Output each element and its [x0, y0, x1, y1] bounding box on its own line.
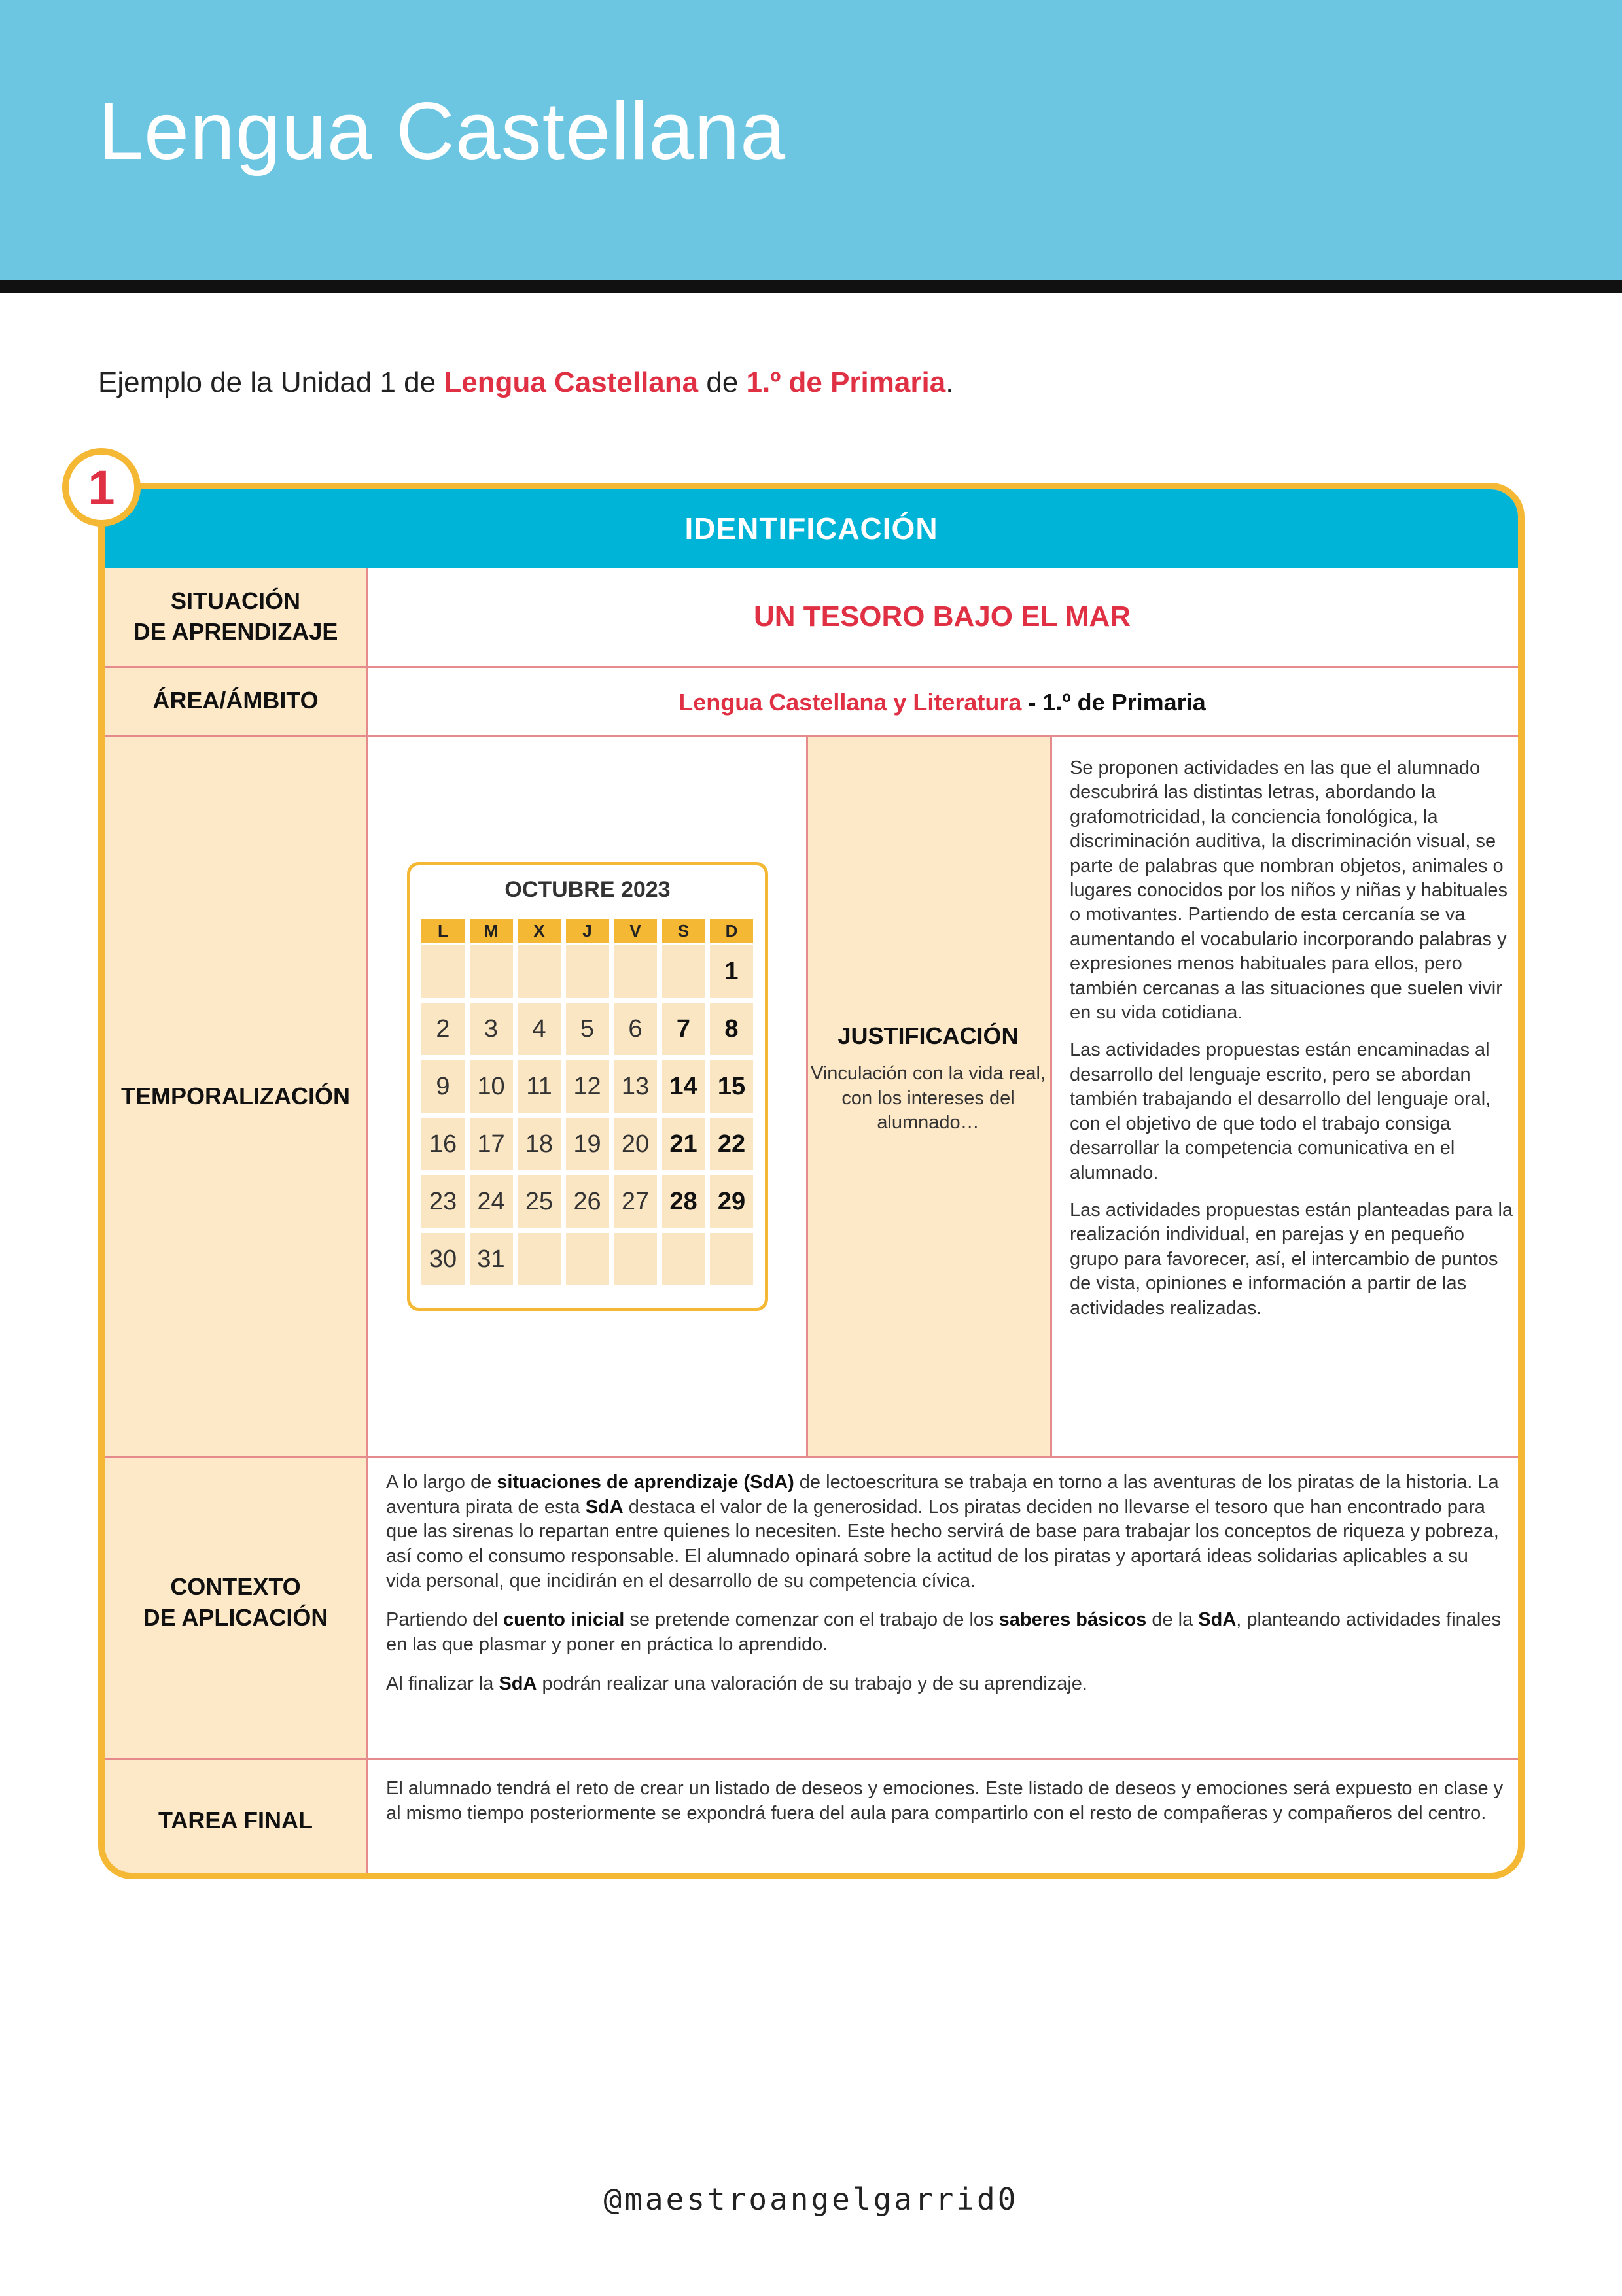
- text-run: se pretende comenzar con el trabajo de los: [624, 1609, 999, 1631]
- text-run: Al finalizar la: [386, 1673, 499, 1694]
- calendar-day: 3: [470, 1003, 513, 1055]
- text-run: de la: [1146, 1609, 1199, 1631]
- situacion-label-line-1: SITUACIÓN: [171, 587, 300, 614]
- calendar-day: 6: [614, 1003, 657, 1055]
- tarea-final-text: El alumnado tendrá el reto de crear un listado de deseos y emociones. Este listado de deseos y emociones será expuesto en clase y al mismo tiempo posteriormente se expondrá fuera del aula para compartirlo con el resto de compañeras y compañeros del centro.: [386, 1778, 1504, 1824]
- calendar-day: [614, 945, 657, 998]
- calendar-weekday: S: [662, 919, 705, 943]
- calendar-day: 5: [566, 1003, 609, 1055]
- text-run: de lectoescritura se trabaja en torno a las aventuras de los piratas de la historia. La aventura pirata de esta: [386, 1472, 1499, 1518]
- page-title: Lengua Castellana: [98, 86, 786, 177]
- calendar-day: [518, 1233, 561, 1285]
- identification-card: [98, 483, 1525, 1879]
- text-run-bold: situaciones de aprendizaje (SdA): [497, 1472, 794, 1493]
- row-divider: [105, 666, 1518, 668]
- calendar: [407, 862, 768, 1311]
- text-run: podrán realizar una valoración de su trabajo y de su aprendizaje.: [537, 1673, 1087, 1694]
- calendar-weekday: D: [710, 919, 753, 943]
- unit-number-badge: 1: [62, 448, 141, 527]
- area-grade: 1.º de Primaria: [1042, 689, 1206, 716]
- calendar-day: 30: [421, 1233, 465, 1285]
- calendar-weekday: V: [614, 919, 657, 943]
- calendar-day: 28: [662, 1175, 705, 1228]
- calendar-weekday: L: [421, 919, 465, 943]
- tarea-final-label: TAREA FINAL: [158, 1807, 313, 1834]
- text-run-bold: saberes básicos: [998, 1609, 1147, 1631]
- intro-middle: de: [698, 366, 747, 398]
- calendar-day: [566, 1233, 609, 1285]
- calendar-weekday: J: [566, 919, 609, 943]
- temporalizacion-label: TEMPORALIZACIÓN: [121, 1083, 350, 1109]
- calendar-weekday: M: [470, 919, 513, 943]
- calendar-day: 29: [710, 1175, 753, 1228]
- calendar-day: 27: [614, 1175, 657, 1228]
- calendar-day: 20: [614, 1118, 657, 1170]
- text-run: Partiendo del: [386, 1609, 503, 1631]
- area-subject: Lengua Castellana y Literatura: [679, 689, 1022, 716]
- intro-subject: Lengua Castellana: [444, 366, 699, 398]
- calendar-day: 22: [710, 1118, 753, 1170]
- situacion-label-line-2: DE APRENDIZAJE: [133, 617, 338, 645]
- contexto-label-line-1: CONTEXTO: [170, 1573, 301, 1600]
- calendar-day: 16: [421, 1118, 465, 1170]
- calendar-day: 4: [518, 1003, 561, 1055]
- calendar-day: 23: [421, 1175, 465, 1228]
- label-column: [105, 568, 366, 1873]
- intro-prefix: Ejemplo de la Unidad 1 de: [98, 366, 444, 398]
- calendar-day: [710, 1233, 753, 1285]
- column-divider: [366, 568, 368, 1873]
- text-run-bold: SdA: [585, 1496, 624, 1518]
- calendar-day: 7: [662, 1003, 705, 1055]
- text-run: destaca el valor de la generosidad. Los piratas deciden no llevarse el tesoro que han encontrado para que las sirenas lo repartan entre quienes lo necesiten. Este hecho servirá de base para trabajar los conceptos de riqueza y pobreza, así como el consumo responsable. El alumnado opinará sobre la actitud de los piratas y aportará ideas solidarias aplicables a su vida personal, que incidirán en el desarrollo de su competencia cívica.: [386, 1496, 1499, 1592]
- justificacion-paragraph: Las actividades propuestas están encaminadas al desarrollo del lenguaje escrito, pero se abordan también trabajando el desarrollo del lenguaje oral, con el objetivo de que todo el trabajo consiga desarrollar la competencia comunicativa en el alumnado.: [1070, 1039, 1491, 1183]
- row-divider: [105, 735, 1518, 737]
- justificacion-subtitle: Vinculación con la vida real, con los intereses del alumnado…: [811, 1063, 1046, 1134]
- area-separator: -: [1021, 689, 1043, 716]
- contexto-paragraph-3: [386, 1672, 1505, 1697]
- calendar-day: [614, 1233, 657, 1285]
- row-divider: [105, 1758, 1518, 1760]
- area-label: ÁREA/ÁMBITO: [152, 687, 319, 714]
- intro-suffix: .: [945, 366, 954, 398]
- calendar-day: [470, 945, 513, 998]
- calendar-day: 12: [566, 1060, 609, 1113]
- calendar-title: OCTUBRE 2023: [504, 877, 671, 902]
- calendar-day: 26: [566, 1175, 609, 1228]
- calendar-day: 25: [518, 1175, 561, 1228]
- calendar-day: 2: [421, 1003, 465, 1055]
- calendar-day: 18: [518, 1118, 561, 1170]
- calendar-day: 15: [710, 1060, 753, 1113]
- intro-text: [98, 366, 953, 399]
- calendar-day: 31: [470, 1233, 513, 1285]
- calendar-day: 21: [662, 1118, 705, 1170]
- header-rule: [0, 280, 1622, 293]
- justificacion-paragraph: Las actividades propuestas están planteadas para la realización individual, en parejas y en pequeño grupo para favorecer, así, el intercambio de puntos de vista, opiniones e información a partir de las actividades realizadas.: [1070, 1199, 1513, 1319]
- calendar-day: 9: [421, 1060, 465, 1113]
- calendar-day: 24: [470, 1175, 513, 1228]
- text-run-bold: SdA: [1198, 1609, 1237, 1631]
- justificacion-text: [1070, 756, 1515, 1334]
- calendar-day: 8: [710, 1003, 753, 1055]
- calendar-day: [662, 1233, 705, 1285]
- justificacion-title: JUSTIFICACIÓN: [837, 1022, 1019, 1049]
- calendar-day: 1: [710, 945, 753, 998]
- situacion-label: [105, 586, 366, 648]
- area-value: [366, 689, 1518, 716]
- contexto-paragraph-1: [386, 1470, 1505, 1593]
- calendar-day: 14: [662, 1060, 705, 1113]
- situacion-value: UN TESORO BAJO EL MAR: [753, 600, 1131, 633]
- calendar-day: 17: [470, 1118, 513, 1170]
- calendar-day: 19: [566, 1118, 609, 1170]
- calendar-day: 10: [470, 1060, 513, 1113]
- calendar-day: [566, 945, 609, 998]
- contexto-label: [105, 1572, 366, 1633]
- intro-grade: 1.º de Primaria: [746, 366, 946, 398]
- calendar-day: 13: [614, 1060, 657, 1113]
- calendar-day: [421, 945, 465, 998]
- contexto-label-line-2: DE APLICACIÓN: [143, 1603, 328, 1631]
- row-divider: [105, 1456, 1518, 1458]
- calendar-day: 11: [518, 1060, 561, 1113]
- text-run-bold: SdA: [499, 1673, 537, 1694]
- text-run-bold: cuento inicial: [502, 1609, 625, 1631]
- text-run: A lo largo de: [386, 1472, 497, 1493]
- identification-header: IDENTIFICACIÓN: [105, 489, 1518, 568]
- text-run: , planteando actividades finales en las que plasmar y poner en práctica lo aprendido.: [386, 1609, 1501, 1656]
- justificacion-paragraph: Se proponen actividades en las que el alumnado descubrirá las distintas letras, abordando la grafomotricidad, la conciencia fonológica, la discriminación auditiva, la discriminación visual, se parte de palabras que nombran objetos, animales o lugares conocidos por los niños y niñas y habituales o motivantes. Partiendo de esta cercanía se va aumentando el vocabulario incorporando palabras y expresiones menos habituales para ellos, pero también cercanas a las situaciones que suelen vivir en su vida cotidiana.: [1070, 757, 1508, 1024]
- calendar-day: [518, 945, 561, 998]
- column-divider: [1050, 735, 1052, 1456]
- contexto-paragraph-2: [386, 1608, 1505, 1657]
- contexto-text: [386, 1470, 1505, 1711]
- calendar-day: [662, 945, 705, 998]
- footer-handle: @maestroangelgarrid0: [603, 2182, 1019, 2217]
- calendar-weekday: X: [518, 919, 561, 943]
